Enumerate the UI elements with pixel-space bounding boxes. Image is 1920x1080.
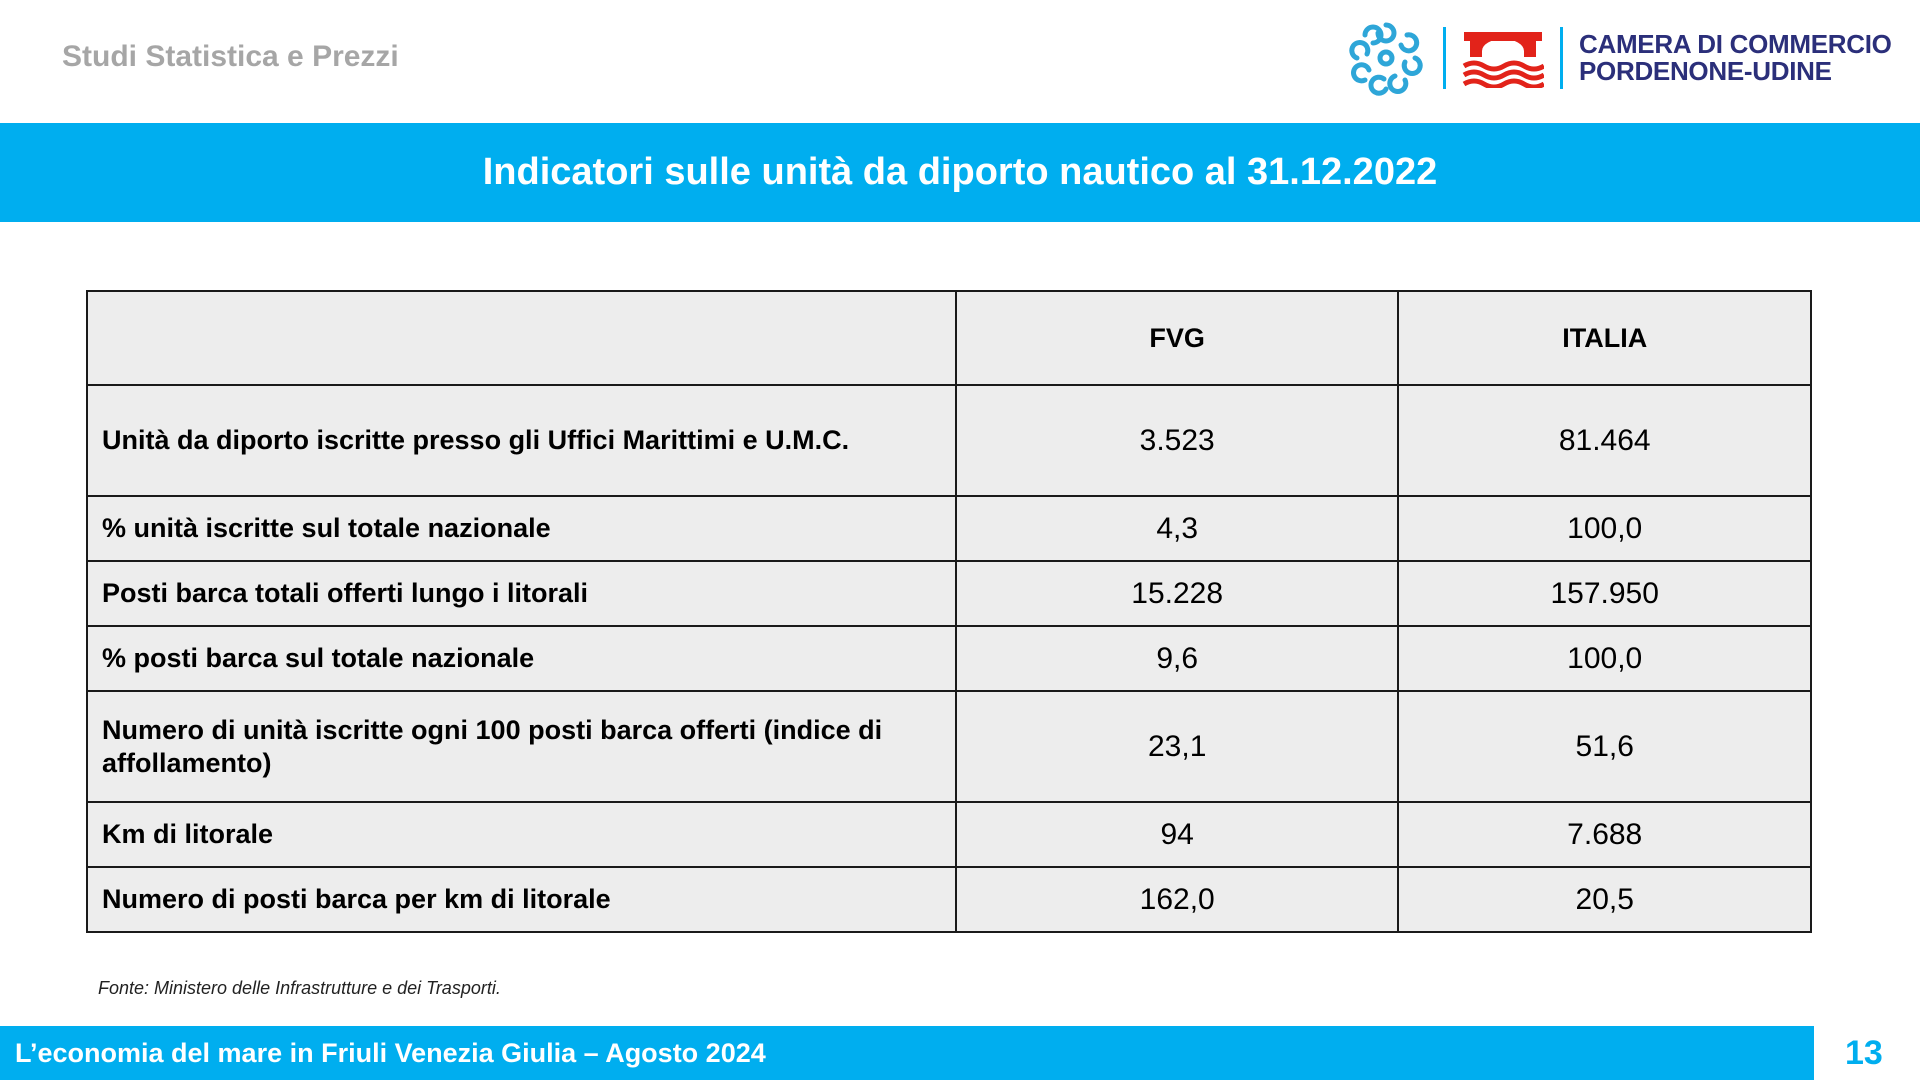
- footer-bar: [0, 1026, 1814, 1080]
- slide-title: Indicatori sulle unità da diporto nautico al 31.12.2022: [482, 151, 1438, 193]
- logo-divider: [1560, 27, 1563, 89]
- indicators-table: [86, 290, 1812, 933]
- cell-italia: 100,0: [1398, 626, 1811, 691]
- table-header-row: [87, 291, 1811, 385]
- table-row: [87, 626, 1811, 691]
- column-header-fvg: FVG: [956, 291, 1398, 385]
- table-row: [87, 691, 1811, 802]
- footer-text: L’economia del mare in Friuli Venezia Giulia – Agosto 2024: [15, 1037, 766, 1068]
- cell-italia: 100,0: [1398, 496, 1811, 561]
- column-header-italia: ITALIA: [1398, 291, 1811, 385]
- column-header-empty: [87, 291, 956, 385]
- organization-name-line2: PORDENONE-UDINE: [1579, 56, 1832, 86]
- table-row: [87, 496, 1811, 561]
- row-label: Numero di unità iscritte ogni 100 posti barca offerti (indice di affollamento): [87, 691, 956, 802]
- source-note: Fonte: Ministero delle Infrastrutture e dei Trasporti.: [98, 978, 501, 998]
- cell-fvg: 4,3: [956, 496, 1398, 561]
- table-row: [87, 385, 1811, 496]
- table-row: [87, 802, 1811, 867]
- table-row: [87, 561, 1811, 626]
- page-number: 13: [1845, 1034, 1883, 1072]
- section-title: Studi Statistica e Prezzi: [62, 40, 399, 73]
- cell-fvg: 162,0: [956, 867, 1398, 932]
- bridge-logo-icon: [1462, 28, 1544, 88]
- cell-fvg: 9,6: [956, 626, 1398, 691]
- cell-italia: 81.464: [1398, 385, 1811, 496]
- table-row: [87, 867, 1811, 932]
- cell-italia: 157.950: [1398, 561, 1811, 626]
- row-label: Km di litorale: [87, 802, 956, 867]
- cell-fvg: 23,1: [956, 691, 1398, 802]
- row-label: % unità iscritte sul totale nazionale: [87, 496, 956, 561]
- chamber-flower-logo-icon: [1345, 17, 1427, 99]
- row-label: Posti barca totali offerti lungo i litorali: [87, 561, 956, 626]
- cell-fvg: 15.228: [956, 561, 1398, 626]
- cell-italia: 7.688: [1398, 802, 1811, 867]
- row-label: Unità da diporto iscritte presso gli Uffici Marittimi e U.M.C.: [87, 385, 956, 496]
- cell-italia: 20,5: [1398, 867, 1811, 932]
- cell-fvg: 94: [956, 802, 1398, 867]
- cell-fvg: 3.523: [956, 385, 1398, 496]
- organization-name-line1: CAMERA DI COMMERCIO: [1579, 29, 1892, 59]
- organization-logo: [1345, 18, 1892, 98]
- cell-italia: 51,6: [1398, 691, 1811, 802]
- organization-name: [1579, 31, 1892, 85]
- row-label: % posti barca sul totale nazionale: [87, 626, 956, 691]
- title-bar: [0, 123, 1920, 222]
- row-label: Numero di posti barca per km di litorale: [87, 867, 956, 932]
- logo-divider: [1443, 27, 1446, 89]
